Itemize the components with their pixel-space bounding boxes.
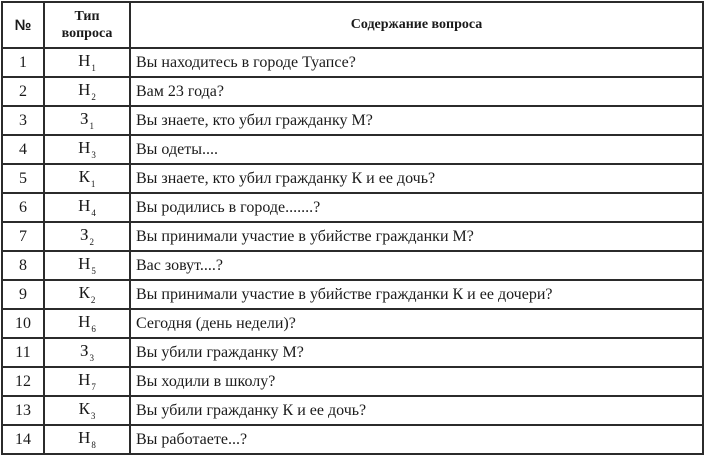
type-letter: Н [78,254,91,273]
row-number: 8 [2,251,44,280]
type-index: 3 [89,353,95,363]
row-number: 13 [2,396,44,425]
row-question-type [44,222,130,251]
row-number: 5 [2,164,44,193]
table-header-row [2,2,703,48]
type-index: 8 [91,440,96,450]
row-number: 7 [2,222,44,251]
type-letter: Н [78,428,91,447]
row-question-content: Вы знаете, кто убил гражданку М? [130,106,703,135]
header-type-line2: вопроса [61,26,113,41]
row-question-type [44,338,130,367]
row-question-content: Вы знаете, кто убил гражданку К и ее дочь? [130,164,703,193]
row-question-type [44,106,130,135]
type-letter: З [79,225,89,244]
row-number: 9 [2,280,44,309]
row-question-type [44,77,130,106]
row-question-type [44,135,130,164]
row-number: 14 [2,425,44,454]
table-row [2,193,703,222]
row-question-content: Вы принимали участие в убийстве гражданки М? [130,222,703,251]
type-letter: Н [78,370,91,389]
row-number: 6 [2,193,44,222]
row-number: 10 [2,309,44,338]
table-row [2,251,703,280]
row-question-type [44,396,130,425]
table-row [2,48,703,77]
row-question-content: Вы принимали участие в убийстве гражданки К и ее дочери? [130,280,703,309]
questions-table [1,1,704,455]
type-letter: К [78,283,90,302]
header-question-content: Содержание вопроса [130,2,703,48]
type-letter: З [79,109,89,128]
header-question-type [44,2,130,48]
type-index: 2 [90,295,96,305]
row-question-type [44,48,130,77]
row-question-type [44,193,130,222]
row-question-type [44,425,130,454]
row-number: 11 [2,338,44,367]
type-index: 6 [91,324,96,334]
row-number: 12 [2,367,44,396]
table-row [2,106,703,135]
type-letter: Н [78,312,91,331]
table-row [2,164,703,193]
row-question-type [44,164,130,193]
type-index: 2 [91,92,96,102]
table-row [2,396,703,425]
type-letter: Н [78,196,91,215]
type-index: 3 [90,411,96,421]
row-question-content: Сегодня (день недели)? [130,309,703,338]
type-index: 7 [91,382,96,392]
type-index: 3 [91,150,96,160]
row-question-content: Вас зовут....? [130,251,703,280]
row-question-content: Вы одеты.... [130,135,703,164]
header-type-line1: Тип [74,8,100,24]
type-letter: Н [78,51,91,70]
type-index: 1 [89,121,95,131]
row-question-content: Вы ходили в школу? [130,367,703,396]
table-row [2,222,703,251]
type-index: 1 [91,63,96,73]
table-row [2,367,703,396]
row-question-content: Вам 23 года? [130,77,703,106]
row-question-content: Вы убили гражданку К и ее дочь? [130,396,703,425]
row-question-content: Вы работаете...? [130,425,703,454]
table-row [2,425,703,454]
type-letter: Н [78,138,91,157]
row-number: 2 [2,77,44,106]
type-letter: З [79,341,89,360]
type-letter: К [78,167,90,186]
table-row [2,338,703,367]
type-index: 5 [91,266,96,276]
table-row [2,280,703,309]
row-question-type [44,280,130,309]
row-question-type [44,251,130,280]
row-number: 3 [2,106,44,135]
row-question-content: Вы убили гражданку М? [130,338,703,367]
header-number: № [2,2,44,48]
type-index: 4 [91,208,96,218]
table-row [2,135,703,164]
type-letter: К [78,399,90,418]
table-row [2,77,703,106]
row-question-content: Вы родились в городе.......? [130,193,703,222]
type-index: 2 [89,237,95,247]
row-number: 4 [2,135,44,164]
type-index: 1 [90,179,96,189]
row-number: 1 [2,48,44,77]
type-letter: Н [78,80,91,99]
row-question-type [44,367,130,396]
row-question-content: Вы находитесь в городе Туапсе? [130,48,703,77]
row-question-type [44,309,130,338]
table-row [2,309,703,338]
